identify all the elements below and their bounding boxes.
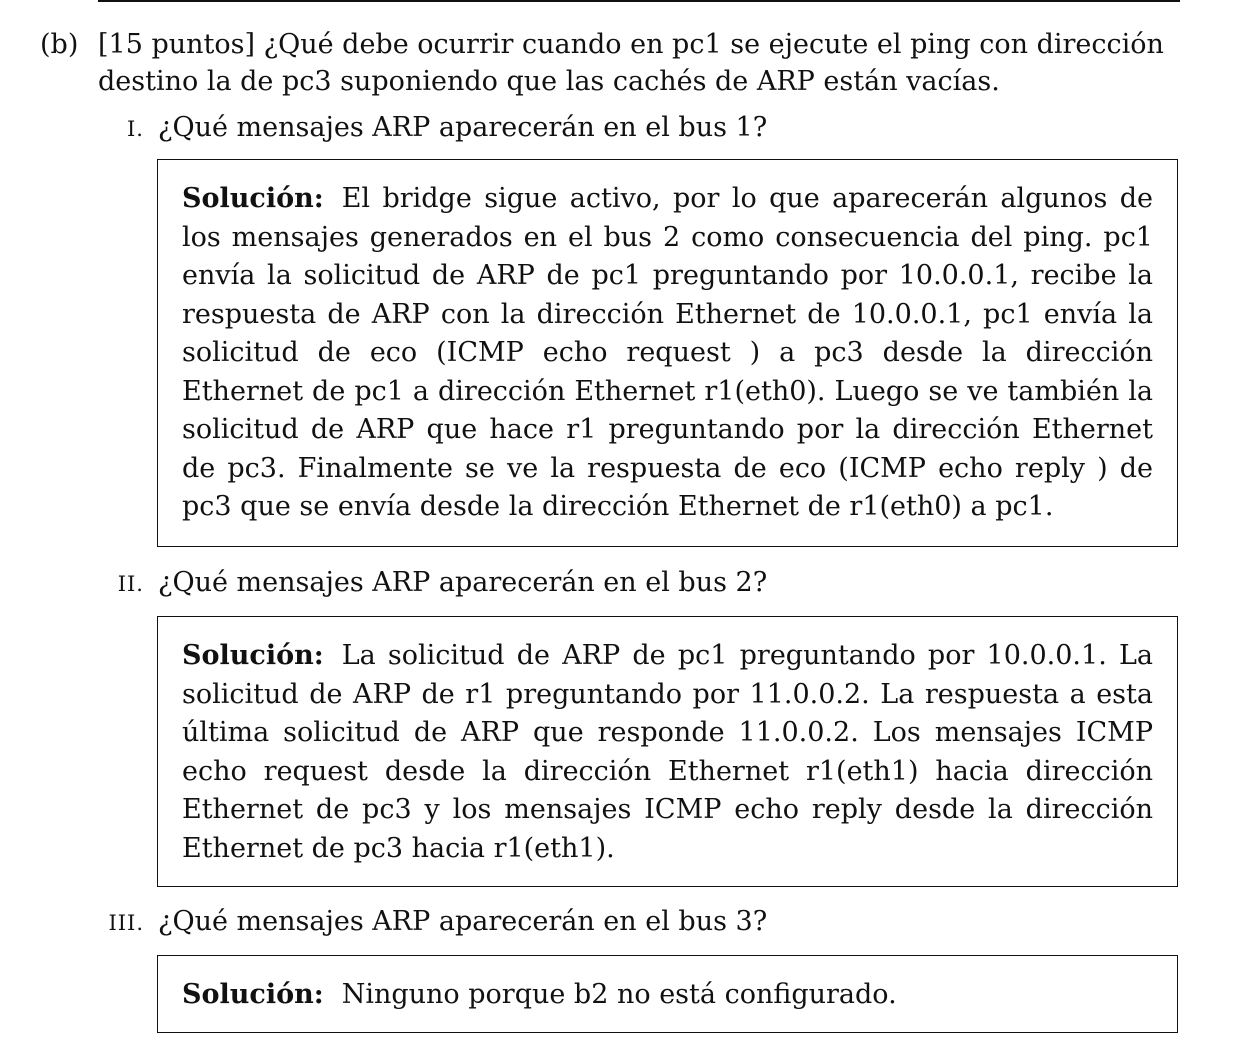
solution-text: El bridge sigue activo, por lo que aparecerán algunos de los mensajes generados en el bus 2 como consecuencia del ping. pc1 envía la solicitud de ARP de pc1 preguntando por 10.0.0.1, recibe la respuesta de ARP con la dirección Ethernet de 10.0.0.1, pc1 envía la solicitud de eco (ICMP echo request ) a pc3 desde la dirección Ethernet de pc1 a dirección Ethernet r1(eth0). Luego se ve también la solicitud de ARP que hace r1 preguntando por la dirección Ethernet de pc3. Finalmente se ve la respuesta de eco (ICMP echo reply ) de pc3 que se envía desde la dirección Ethernet de r1(eth0) a pc1.: [182, 183, 1153, 522]
question-marker: (b): [40, 29, 79, 60]
solution-label: Solución:: [182, 183, 324, 214]
solution-text: Ninguno porque b2 no está configurado.: [341, 979, 897, 1010]
subquestion-text: ¿Qué mensajes ARP aparecerán en el bus 1?: [158, 112, 768, 143]
solution-label: Solución:: [182, 640, 324, 671]
subquestion-numeral: I.: [127, 117, 144, 141]
question-text-line2: destino la de pc3 suponiendo que las cachés de ARP están vacías.: [98, 66, 1000, 97]
solution-box-3: [157, 955, 1178, 1033]
subquestion-text: ¿Qué mensajes ARP aparecerán en el bus 3?: [158, 906, 768, 937]
solution-box-1: [157, 159, 1178, 547]
solution-label: Solución:: [182, 979, 324, 1010]
solution-box-2: [157, 616, 1178, 887]
subquestion-1: [108, 110, 767, 147]
question-text-line1: [15 puntos] ¿Qué debe ocurrir cuando en pc1 se ejecute el ping con dirección: [98, 29, 1164, 60]
subquestion-text: ¿Qué mensajes ARP aparecerán en el bus 2?: [158, 567, 768, 598]
subquestion-numeral: II.: [117, 572, 144, 596]
subquestion-2: [100, 565, 767, 602]
subquestion-numeral: III.: [108, 911, 144, 935]
solution-text: La solicitud de ARP de pc1 preguntando por 10.0.0.1. La solicitud de ARP de r1 preguntando por 11.0.0.2. La respuesta a esta última solicitud de ARP que responde 11.0.0.2. Los mensajes ICMP echo request desde la dirección Ethernet r1(eth1) hacia dirección Ethernet de pc3 y los mensajes ICMP echo reply desde la dirección Ethernet de pc3 hacia r1(eth1).: [182, 640, 1153, 864]
subquestion-3: [92, 904, 767, 941]
top-rule: [98, 0, 1180, 2]
question-b: [40, 26, 1180, 100]
